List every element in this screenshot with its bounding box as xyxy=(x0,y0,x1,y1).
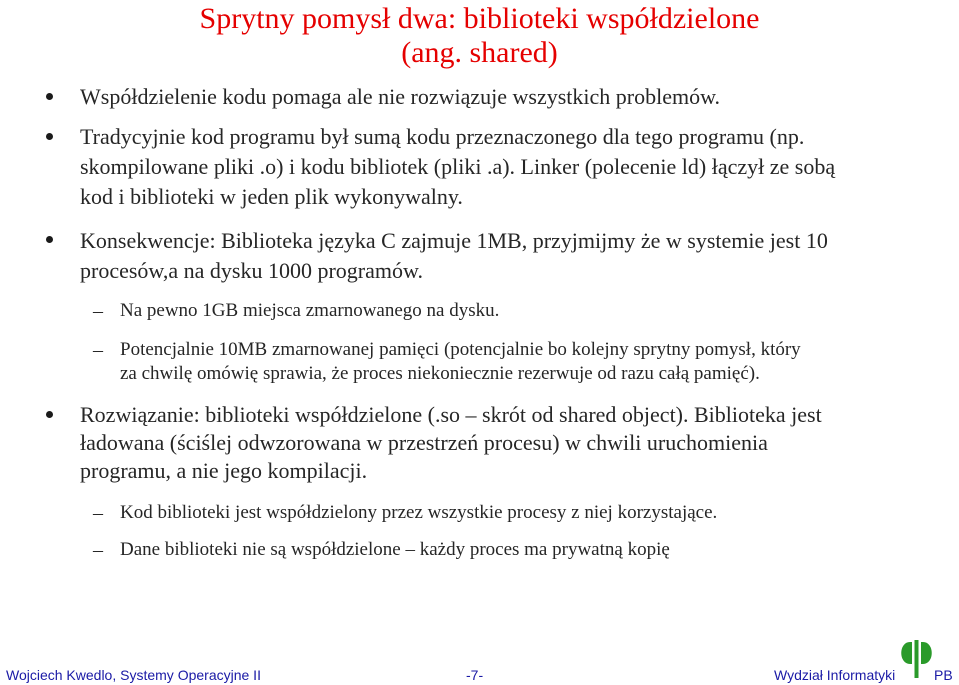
bullet-2-line-3: kod i biblioteki w jeden plik wykonywalny. xyxy=(80,184,463,209)
bullet-4-line-2: ładowana (ściślej odwzorowana w przestrzeń procesu) w chwili uruchomienia xyxy=(80,430,768,455)
slide-title-line-2: (ang. shared) xyxy=(401,36,558,69)
sub-item-text: Dane biblioteki nie są współdzielone – każdy proces ma prywatną kopię xyxy=(120,539,670,560)
bullet-3-line-1: Konsekwencje: Biblioteka języka C zajmuje 1MB, przyjmijmy że w systemie jest 10 xyxy=(80,228,828,253)
footer-faculty: Wydział Informatyki xyxy=(774,667,896,683)
sub-item-text: Potencjalnie 10MB zmarnowanej pamięci (potencjalnie bo kolejny sprytny pomysł, który xyxy=(120,339,801,360)
dash-icon: – xyxy=(93,539,103,561)
bullet-icon xyxy=(46,133,53,140)
dash-icon: – xyxy=(93,502,103,524)
sub-item-text: Kod biblioteki jest współdzielony przez wszystkie procesy z niej korzystające. xyxy=(120,502,718,523)
university-logo-icon xyxy=(897,636,937,680)
bullet-icon xyxy=(46,93,53,100)
footer-pb: PB xyxy=(934,667,953,683)
slide-title-line-1: Sprytny pomysł dwa: biblioteki współdzielone xyxy=(199,2,760,35)
bullet-2-line-2: skompilowane pliki .o) i kodu bibliotek (pliki .a). Linker (polecenie ld) łączył ze sobą xyxy=(80,154,836,179)
bullet-1-text: Współdzielenie kodu pomaga ale nie rozwiązuje wszystkich problemów. xyxy=(80,84,721,109)
sub-item-text: Na pewno 1GB miejsca zmarnowanego na dysku. xyxy=(120,300,500,321)
dash-icon: – xyxy=(93,339,103,361)
slide-title xyxy=(0,2,959,70)
dash-icon: – xyxy=(93,300,103,322)
footer-page-number: -7- xyxy=(466,667,484,683)
bullet-icon xyxy=(46,236,53,243)
bullet-4-line-1: Rozwiązanie: biblioteki współdzielone (.so – skrót od shared object). Biblioteka jest xyxy=(80,402,822,427)
sub-item-text: za chwilę omówię sprawia, że proces niekoniecznie rezerwuje od razu całą pamięć). xyxy=(120,363,760,384)
bullet-2-line-1: Tradycyjnie kod programu był sumą kodu przeznaczonego dla tego programu (np. xyxy=(80,124,805,149)
bullet-3-line-2: procesów,a na dysku 1000 programów. xyxy=(80,258,423,283)
bullet-icon xyxy=(46,411,53,418)
footer-author: Wojciech Kwedlo, Systemy Operacyjne II xyxy=(6,667,261,683)
bullet-4-line-3: programu, a nie jego kompilacji. xyxy=(80,458,368,483)
